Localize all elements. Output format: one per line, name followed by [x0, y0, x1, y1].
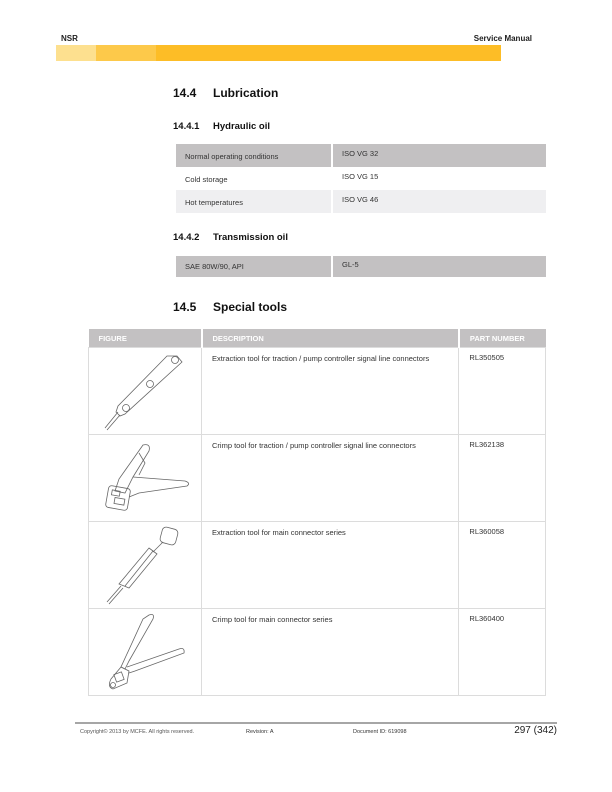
row-label: Normal operating conditions [185, 152, 279, 161]
heading-title: Hydraulic oil [213, 121, 271, 132]
table-row [176, 256, 546, 277]
table-row [176, 190, 546, 213]
row-value: ISO VG 32 [331, 144, 546, 167]
tool-description: Extraction tool for traction / pump controller signal line connectors [202, 348, 459, 435]
extraction-tool-main-icon [89, 522, 201, 608]
tool-part-number: RL360058 [459, 522, 546, 609]
footer-copyright: Copyright© 2013 by MCFE. All rights reserved. [80, 729, 195, 735]
hydraulic-oil-table [176, 144, 546, 213]
tool-description: Crimp tool for main connector series [202, 609, 459, 696]
heading-hydraulic-oil [173, 121, 270, 132]
header-bar-segment-mid [96, 45, 156, 61]
extraction-tool-signal-icon [89, 348, 201, 434]
column-header-description: DESCRIPTION [202, 329, 459, 348]
heading-number: 14.4.1 [173, 121, 200, 132]
tool-part-number: RL362138 [459, 435, 546, 522]
header-bar-segment-light [56, 45, 96, 61]
table-row [89, 522, 546, 609]
figure-cell [89, 348, 202, 435]
table-header-row [89, 329, 546, 348]
heading-number: 14.4 [173, 86, 197, 100]
heading-title: Lubrication [213, 86, 279, 100]
crimp-tool-signal-icon [89, 435, 201, 521]
column-header-figure: FIGURE [89, 329, 202, 348]
figure-cell [89, 522, 202, 609]
heading-lubrication [173, 86, 278, 100]
column-header-part-number: PART NUMBER [459, 329, 546, 348]
figure-cell [89, 435, 202, 522]
heading-title: Special tools [213, 300, 288, 314]
row-value: GL-5 [331, 256, 546, 277]
crimp-tool-main-icon [89, 609, 201, 695]
special-tools-table [88, 329, 546, 696]
footer-revision: Revision: A [246, 729, 274, 735]
header-doc-code: NSR [61, 34, 78, 43]
table-row [176, 167, 546, 190]
row-label: SAE 80W/90, API [185, 262, 244, 271]
heading-number: 14.5 [173, 300, 197, 314]
header-bar-segment-main [156, 45, 501, 61]
tool-description: Extraction tool for main connector series [202, 522, 459, 609]
tool-part-number: RL360400 [459, 609, 546, 696]
footer-page-number: 297 (342) [514, 725, 557, 736]
heading-transmission-oil [173, 232, 288, 243]
footer-document-id: Document ID: 619098 [353, 729, 407, 735]
transmission-oil-table [176, 256, 546, 277]
table-row [176, 144, 546, 167]
heading-number: 14.4.2 [173, 232, 200, 243]
footer-divider [75, 722, 557, 724]
table-row [89, 348, 546, 435]
heading-title: Transmission oil [213, 232, 288, 243]
table-row [89, 609, 546, 696]
table-row [89, 435, 546, 522]
row-value: ISO VG 15 [331, 167, 546, 190]
row-value: ISO VG 46 [331, 190, 546, 213]
row-label: Hot temperatures [185, 198, 243, 207]
tool-description: Crimp tool for traction / pump controller signal line connectors [202, 435, 459, 522]
tool-part-number: RL350505 [459, 348, 546, 435]
header-doc-type: Service Manual [473, 34, 532, 43]
figure-cell [89, 609, 202, 696]
row-label: Cold storage [185, 175, 228, 184]
heading-special-tools [173, 300, 287, 314]
